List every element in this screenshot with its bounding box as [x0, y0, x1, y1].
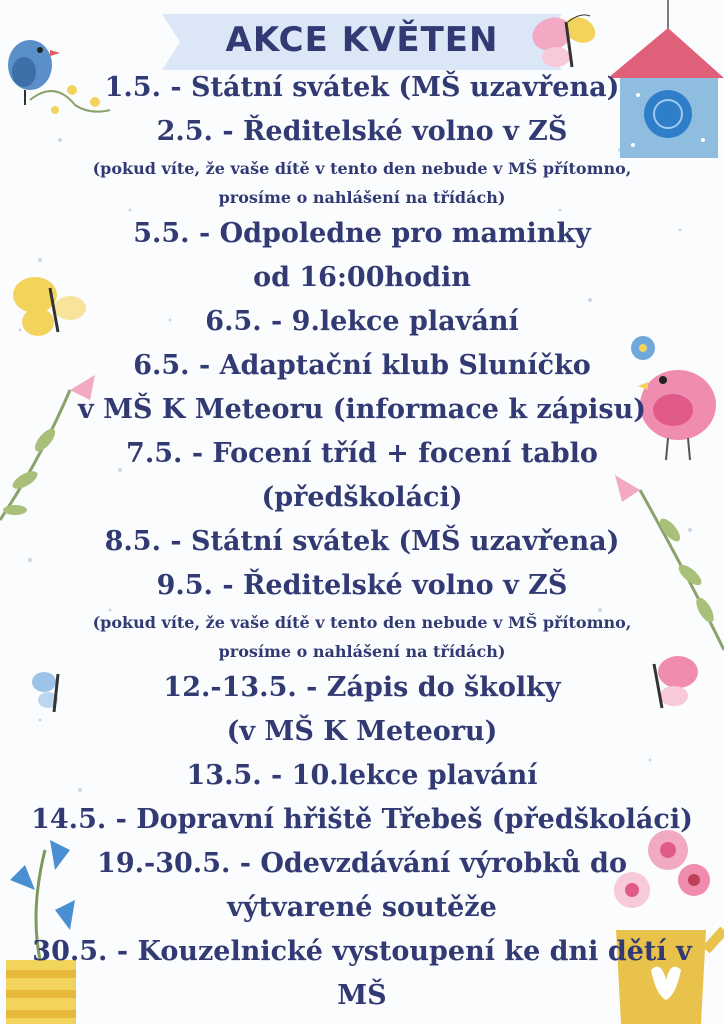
- event-line: 14.5. - Dopravní hřiště Třebeš (předškoláci): [31, 804, 693, 835]
- event-note: prosíme o nahlášení na třídách): [218, 642, 506, 661]
- event-line: 5.5. - Odpoledne pro maminky: [133, 218, 591, 249]
- event-line: MŠ: [337, 980, 387, 1011]
- event-line: 6.5. - Adaptační klub Sluníčko: [133, 350, 591, 381]
- event-line: 19.-30.5. - Odevzdávání výrobků do: [97, 848, 627, 879]
- event-line: (v MŠ K Meteoru): [226, 716, 498, 747]
- event-line: 30.5. - Kouzelnické vystoupení ke dni dětí v: [32, 936, 692, 967]
- event-line: (předškoláci): [261, 482, 463, 513]
- event-line: 1.5. - Státní svátek (MŠ uzavřena): [104, 72, 620, 103]
- event-line: 9.5. - Ředitelské volno v ZŠ: [156, 570, 568, 601]
- event-line: v MŠ K Meteoru (informace k zápisu): [78, 394, 646, 425]
- event-line: od 16:00hodin: [253, 262, 471, 293]
- event-line: 8.5. - Státní svátek (MŠ uzavřena): [104, 526, 620, 557]
- event-note: (pokud víte, že vaše dítě v tento den nebude v MŠ přítomno,: [92, 613, 632, 632]
- event-note: prosíme o nahlášení na třídách): [218, 188, 506, 207]
- event-note: (pokud víte, že vaše dítě v tento den nebude v MŠ přítomno,: [92, 159, 632, 178]
- event-line: 13.5. - 10.lekce plavání: [186, 760, 538, 791]
- event-line: 12.-13.5. - Zápis do školky: [163, 672, 561, 703]
- event-line: 2.5. - Ředitelské volno v ZŠ: [156, 116, 568, 147]
- page-title: AKCE KVĚTEN: [225, 20, 499, 60]
- event-line: výtvarené soutěže: [227, 892, 497, 923]
- event-line: 7.5. - Focení tříd + focení tablo: [126, 438, 598, 469]
- event-line: 6.5. - 9.lekce plavání: [205, 306, 519, 337]
- event-list: [0, 66, 724, 1018]
- butterfly-icon: [530, 12, 605, 72]
